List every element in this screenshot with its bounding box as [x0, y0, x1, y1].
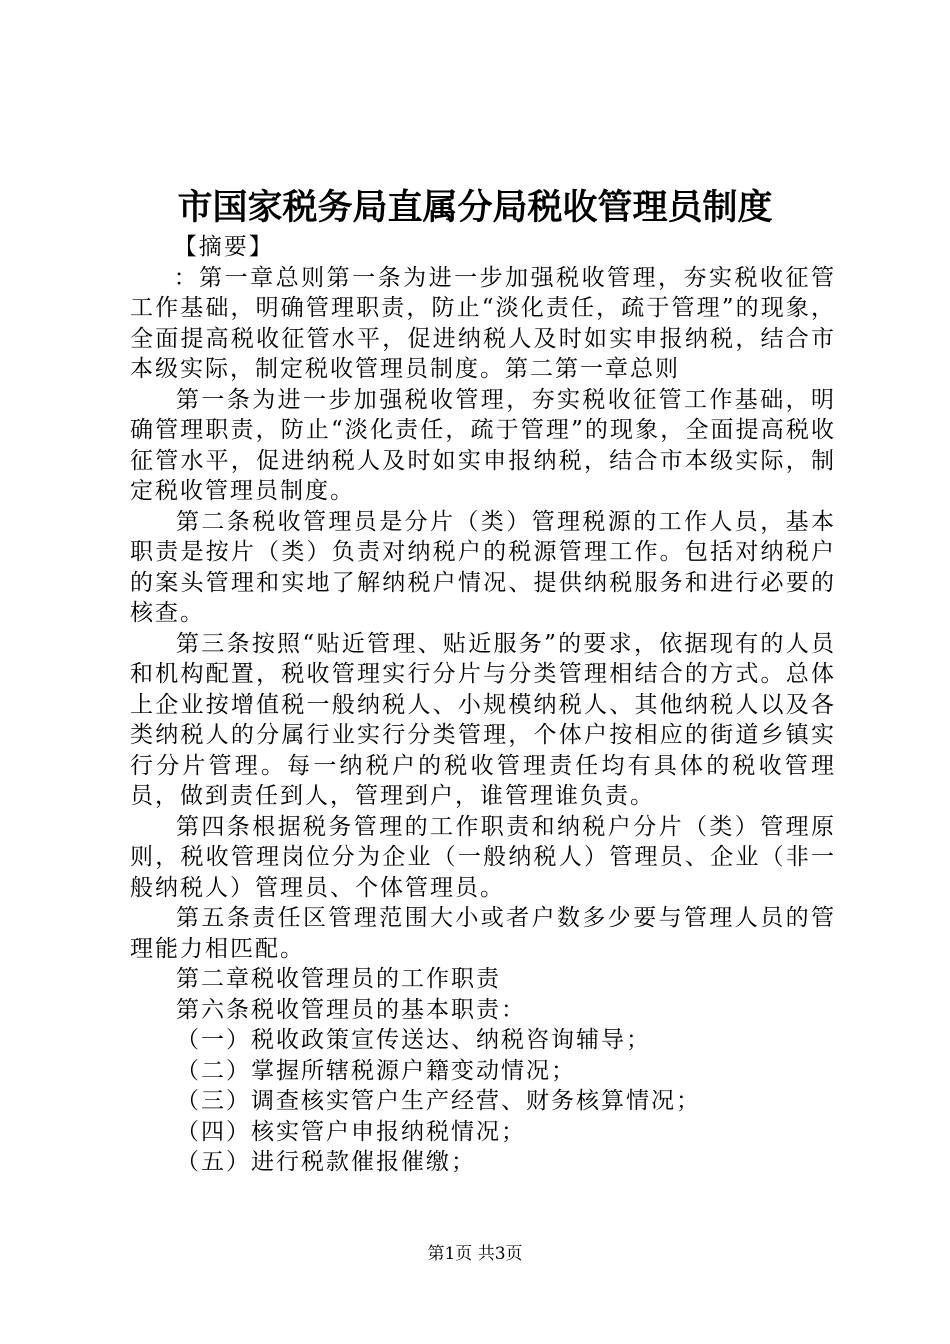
duty-item-4: （四）核实管户申报纳税情况；	[176, 1118, 526, 1145]
duty-item-2: （二）掌握所辖税源户籍变动情况；	[176, 1057, 576, 1084]
page-footer: 第1页 共3页	[427, 1244, 523, 1264]
article-3: 第三条按照“贴近管理、贴近服务”的要求，依据现有的人员和机构配置，税收管理实行分片与分类管理相结合的方式。总体上企业按增值税一般纳税人、小规模纳税人、其他纳税人以及各类纳税人的分属行业实行分类管理，个体户按相应的街道乡镇实行分片管理。每一纳税户的税收管理责任均有具体的税收管理员，做到责任到人，管理到户，谁管理谁负责。	[130, 630, 836, 809]
duty-item-3: （三）调查核实管户生产经营、财务核算情况；	[176, 1088, 701, 1114]
summary-label: 【摘要】	[173, 234, 274, 260]
chapter-2-heading: 第二章税收管理员的工作职责	[176, 966, 501, 992]
article-4: 第四条根据税务管理的工作职责和纳税户分片（类）管理原则，税收管理岗位分为企业（一般纳税人）管理员、企业（非一般纳税人）管理员、个体管理员。	[130, 813, 836, 901]
duty-item-1: （一）税收政策宣传送达、纳税咨询辅导；	[176, 1027, 651, 1053]
article-6: 第六条税收管理员的基本职责：	[176, 996, 526, 1023]
article-5: 第五条责任区管理范围大小或者户数多少要与管理人员的管理能力相匹配。	[130, 905, 836, 962]
document-body	[130, 232, 836, 1178]
duty-item-5: （五）进行税款催报催缴；	[176, 1149, 476, 1175]
document-title: 市国家税务局直属分局税收管理员制度	[177, 187, 773, 228]
summary-text: ：第一章总则第一条为进一步加强税收管理，夯实税收征管工作基础，明确管理职责，防止“淡化责任，疏于管理”的现象，全面提高税收征管水平，促进纳税人及时如实申报纳税，结合市本级实际，制定税收管理员制度。第二第一章总则	[130, 264, 836, 382]
article-2: 第二条税收管理员是分片（类）管理税源的工作人员，基本职责是按片（类）负责对纳税户的税源管理工作。包括对纳税户的案头管理和实地了解纳税户情况、提供纳税服务和进行必要的核查。	[130, 508, 836, 626]
article-1: 第一条为进一步加强税收管理，夯实税收征管工作基础，明确管理职责，防止“淡化责任，疏于管理”的现象，全面提高税收征管水平，促进纳税人及时如实申报纳税，结合市本级实际，制定税收管理员制度。	[130, 386, 836, 504]
